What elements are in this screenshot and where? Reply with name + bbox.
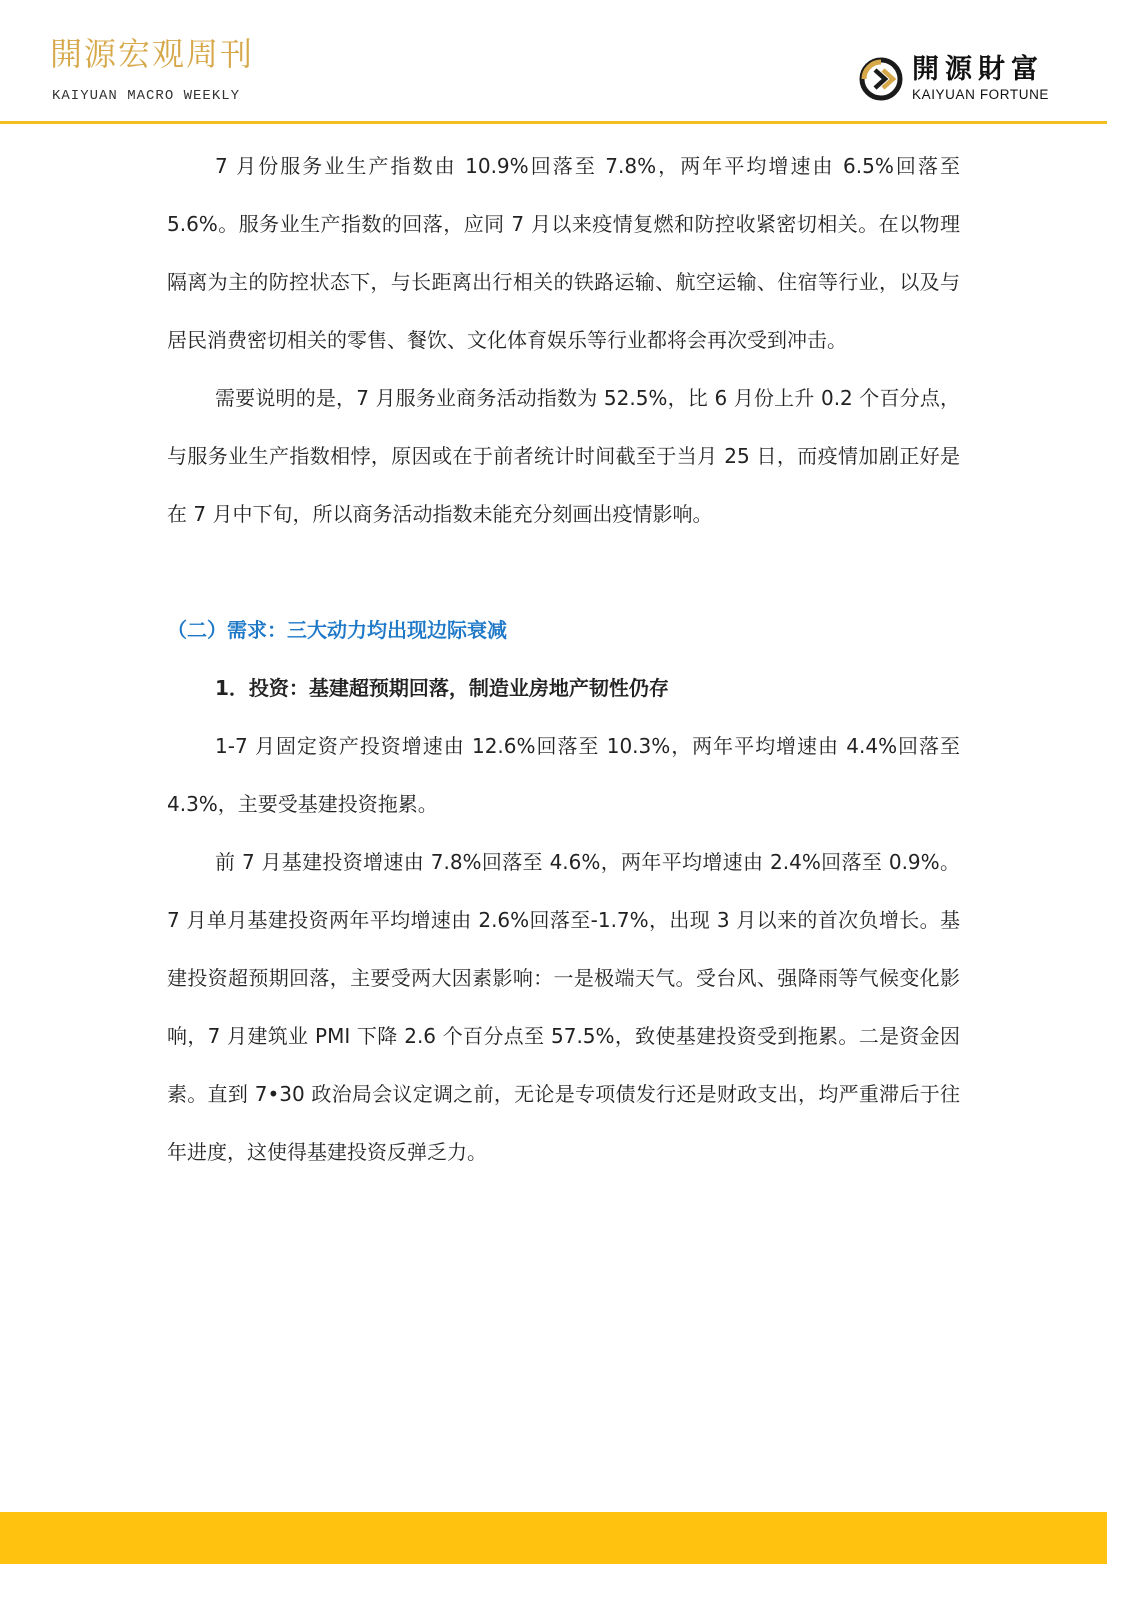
header-divider <box>0 121 1107 124</box>
page-content <box>167 137 960 1181</box>
kaiyuan-logo-mark-icon <box>858 56 904 102</box>
logo-chinese-name: 開源財富 <box>912 54 1044 85</box>
page-header <box>0 0 1131 125</box>
footer-bar <box>0 1512 1107 1564</box>
paragraph-business-activity: 需要说明的是，7 月服务业商务活动指数为 52.5%，比 6 月份上升 0.2 个百分点，与服务业生产指数相悖，原因或在于前者统计时间截至于当月 25 日，而疫情加剧正好是在 7 月中下旬，所以商务活动指数未能充分刻画出疫情影响。 <box>167 386 960 526</box>
publication-title: 開源宏观周刊 <box>50 35 255 73</box>
section-heading-demand: （二）需求：三大动力均出现边际衰减 <box>167 618 507 642</box>
paragraph-service-index: 7 月份服务业生产指数由 10.9%回落至 7.8%，两年平均增速由 6.5%回落至 5.6%。服务业生产指数的回落，应同 7 月以来疫情复燃和防控收紧密切相关。在以物理隔离为主的防控状态下，与长距离出行相关的铁路运输、航空运输、住宿等行业，以及与居民消费密切相关的零售、餐饮、文化体育娱乐等行业都将会再次受到冲击。 <box>167 154 960 352</box>
logo-english-name: KAIYUAN FORTUNE <box>912 87 1050 102</box>
kaiyuan-logo <box>858 56 1108 106</box>
publication-subtitle: KAIYUAN MACRO WEEKLY <box>52 88 241 104</box>
subsection-heading-investment: 1．投资：基建超预期回落，制造业房地产韧性仍存 <box>215 676 669 700</box>
paragraph-fixed-asset-investment: 1-7 月固定资产投资增速由 12.6%回落至 10.3%，两年平均增速由 4.4%回落至 4.3%，主要受基建投资拖累。 <box>167 734 960 816</box>
paragraph-infrastructure-investment: 前 7 月基建投资增速由 7.8%回落至 4.6%，两年平均增速由 2.4%回落至 0.9%。7 月单月基建投资两年平均增速由 2.6%回落至-1.7%，出现 3 月以来的首次负增长。基建投资超预期回落，主要受两大因素影响：一是极端天气。受台风、强降雨等气候变化影响，7 月建筑业 PMI 下降 2.6 个百分点至 57.5%，致使基建投资受到拖累。二是资金因素。直到 7•30 政治局会议定调之前，无论是专项债发行还是财政支出，均严重滞后于往年进度，这使得基建投资反弹乏力。 <box>167 850 960 1164</box>
